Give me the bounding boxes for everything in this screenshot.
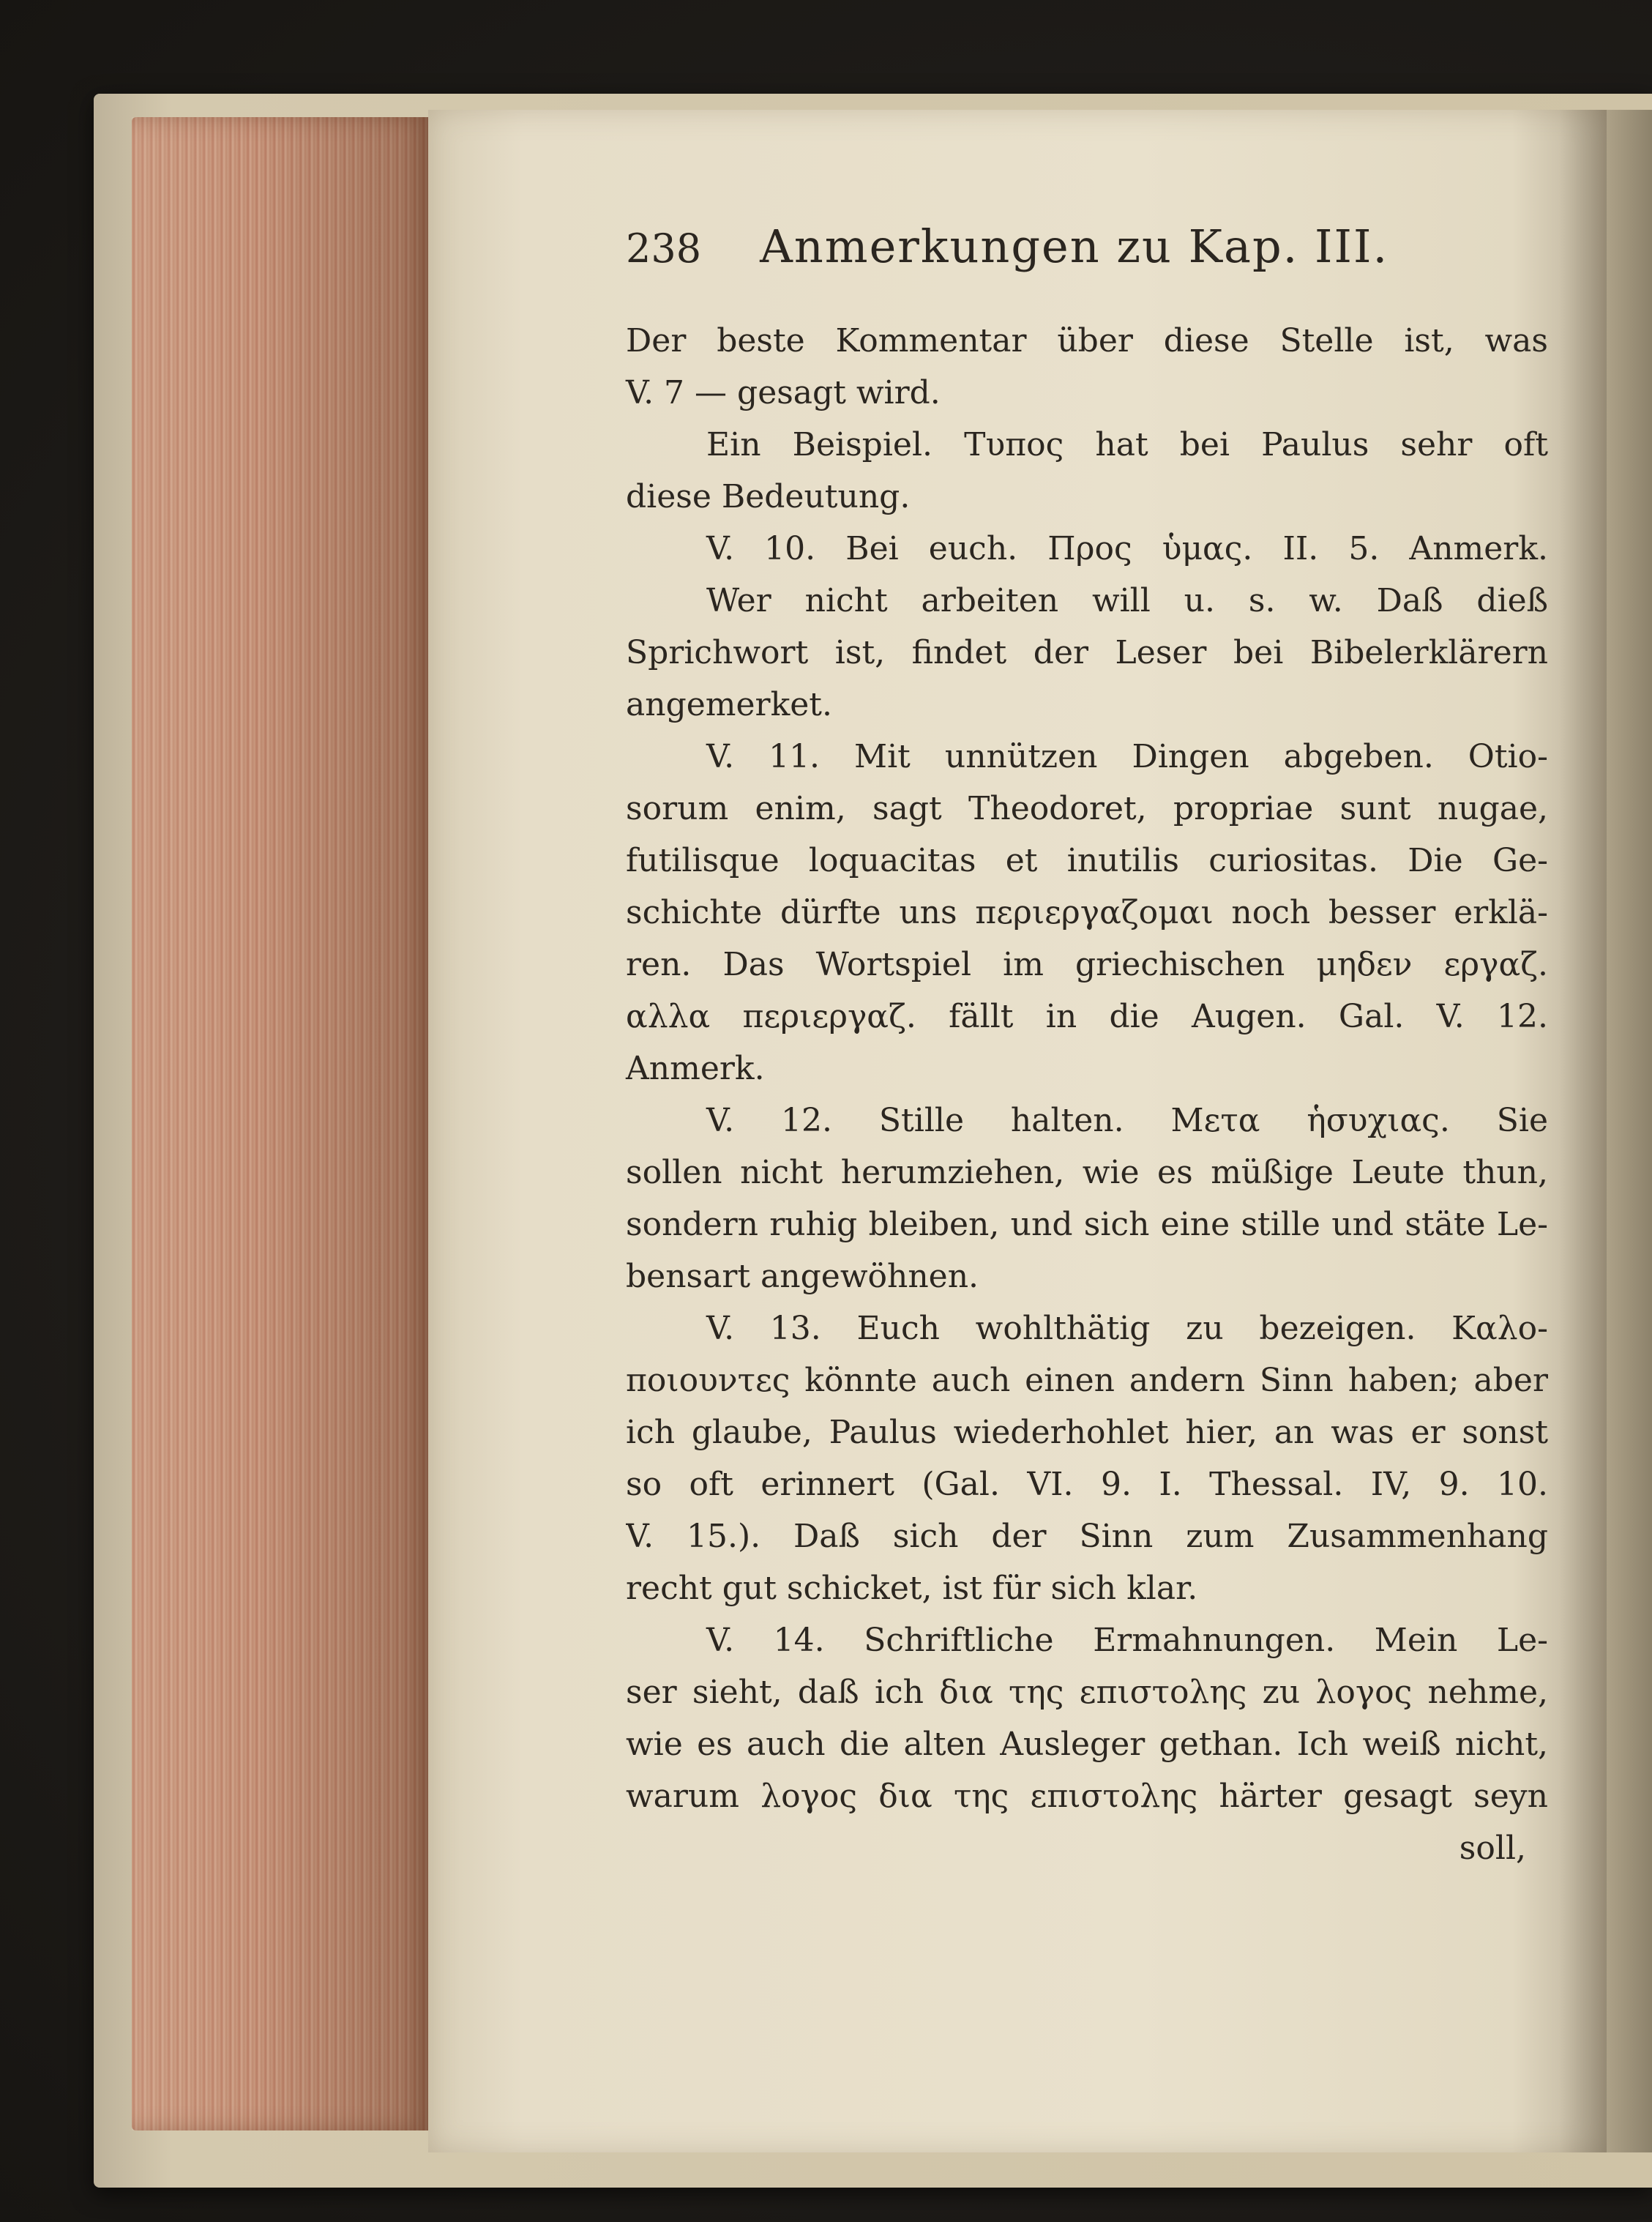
text-line: αλλα περιεργαζ. fällt in die Augen. Gal. V. 12. — [626, 998, 1548, 1035]
text-line: V. 11. Mit unnützen Dingen abgeben. Otio- — [706, 738, 1548, 775]
text-line: Sprichwort ist, findet der Leser bei Bibelerklärern — [626, 634, 1548, 671]
text-line: V. 10. Bei euch. Προς ὑμας. II. 5. Anmerk. — [706, 530, 1548, 567]
text-line: V. 13. Euch wohlthätig zu bezeigen. Καλο- — [706, 1310, 1548, 1347]
text-line: V. 12. Stille halten. Μετα ἡσυχιας. Sie — [706, 1102, 1548, 1139]
text-line: futilisque loquacitas et inutilis curiositas. Die Ge- — [626, 842, 1548, 879]
page-edges-shading — [132, 117, 432, 2130]
running-head — [626, 220, 1548, 286]
text-line: ποιουντες könnte auch einen andern Sinn haben; aber — [626, 1362, 1548, 1399]
text-line: V. 15.). Daß sich der Sinn zum Zusammenhang — [626, 1518, 1548, 1555]
text-line: ren. Das Wortspiel im griechischen μηδεν εργαζ. — [626, 946, 1548, 983]
running-head-title: Anmerkungen zu Kap. III. — [760, 220, 1389, 273]
text-line: warum λογος δια της επιστολης härter gesagt seyn — [626, 1778, 1548, 1815]
text-line: V. 7 — gesagt wird. — [626, 374, 941, 411]
text-line: angemerket. — [626, 686, 832, 723]
text-line: V. 14. Schriftliche Ermahnungen. Mein Le- — [706, 1622, 1548, 1659]
text-line: ser sieht, daß ich δια της επιστολης zu λογος nehme, — [626, 1674, 1548, 1711]
page-gutter — [1559, 110, 1652, 2152]
text-line: schichte dürfte uns περιεργαζομαι noch besser erklä- — [626, 894, 1548, 931]
text-line: diese Bedeutung. — [626, 478, 911, 515]
text-line: ich glaube, Paulus wiederhohlet hier, an was er sonst — [626, 1414, 1548, 1451]
page-number: 238 — [626, 225, 702, 272]
page-text-block — [626, 220, 1548, 1874]
text-line: wie es auch die alten Ausleger gethan. Ich weiß nicht, — [626, 1726, 1548, 1763]
text-line: bensart angewöhnen. — [626, 1258, 979, 1295]
text-line: Anmerk. — [626, 1050, 765, 1087]
text-line: Ein Beispiel. Τυπος hat bei Paulus sehr oft — [706, 426, 1548, 463]
text-line: sondern ruhig bleiben, und sich eine stille und stäte Le- — [626, 1206, 1548, 1243]
text-line: recht gut schicket, ist für sich klar. — [626, 1570, 1198, 1607]
text-line: so oft erinnert (Gal. VI. 9. I. Thessal. IV, 9. 10. — [626, 1466, 1548, 1503]
text-line: Wer nicht arbeiten will u. s. w. Daß dieß — [706, 582, 1548, 619]
text-line: sorum enim, sagt Theodoret, propriae sunt nugae, — [626, 790, 1548, 827]
text-line: sollen nicht herumziehen, wie es müßige Leute thun, — [626, 1154, 1548, 1191]
catchword: soll, — [1459, 1830, 1526, 1867]
text-line: Der beste Kommentar über diese Stelle ist, was — [626, 322, 1548, 359]
